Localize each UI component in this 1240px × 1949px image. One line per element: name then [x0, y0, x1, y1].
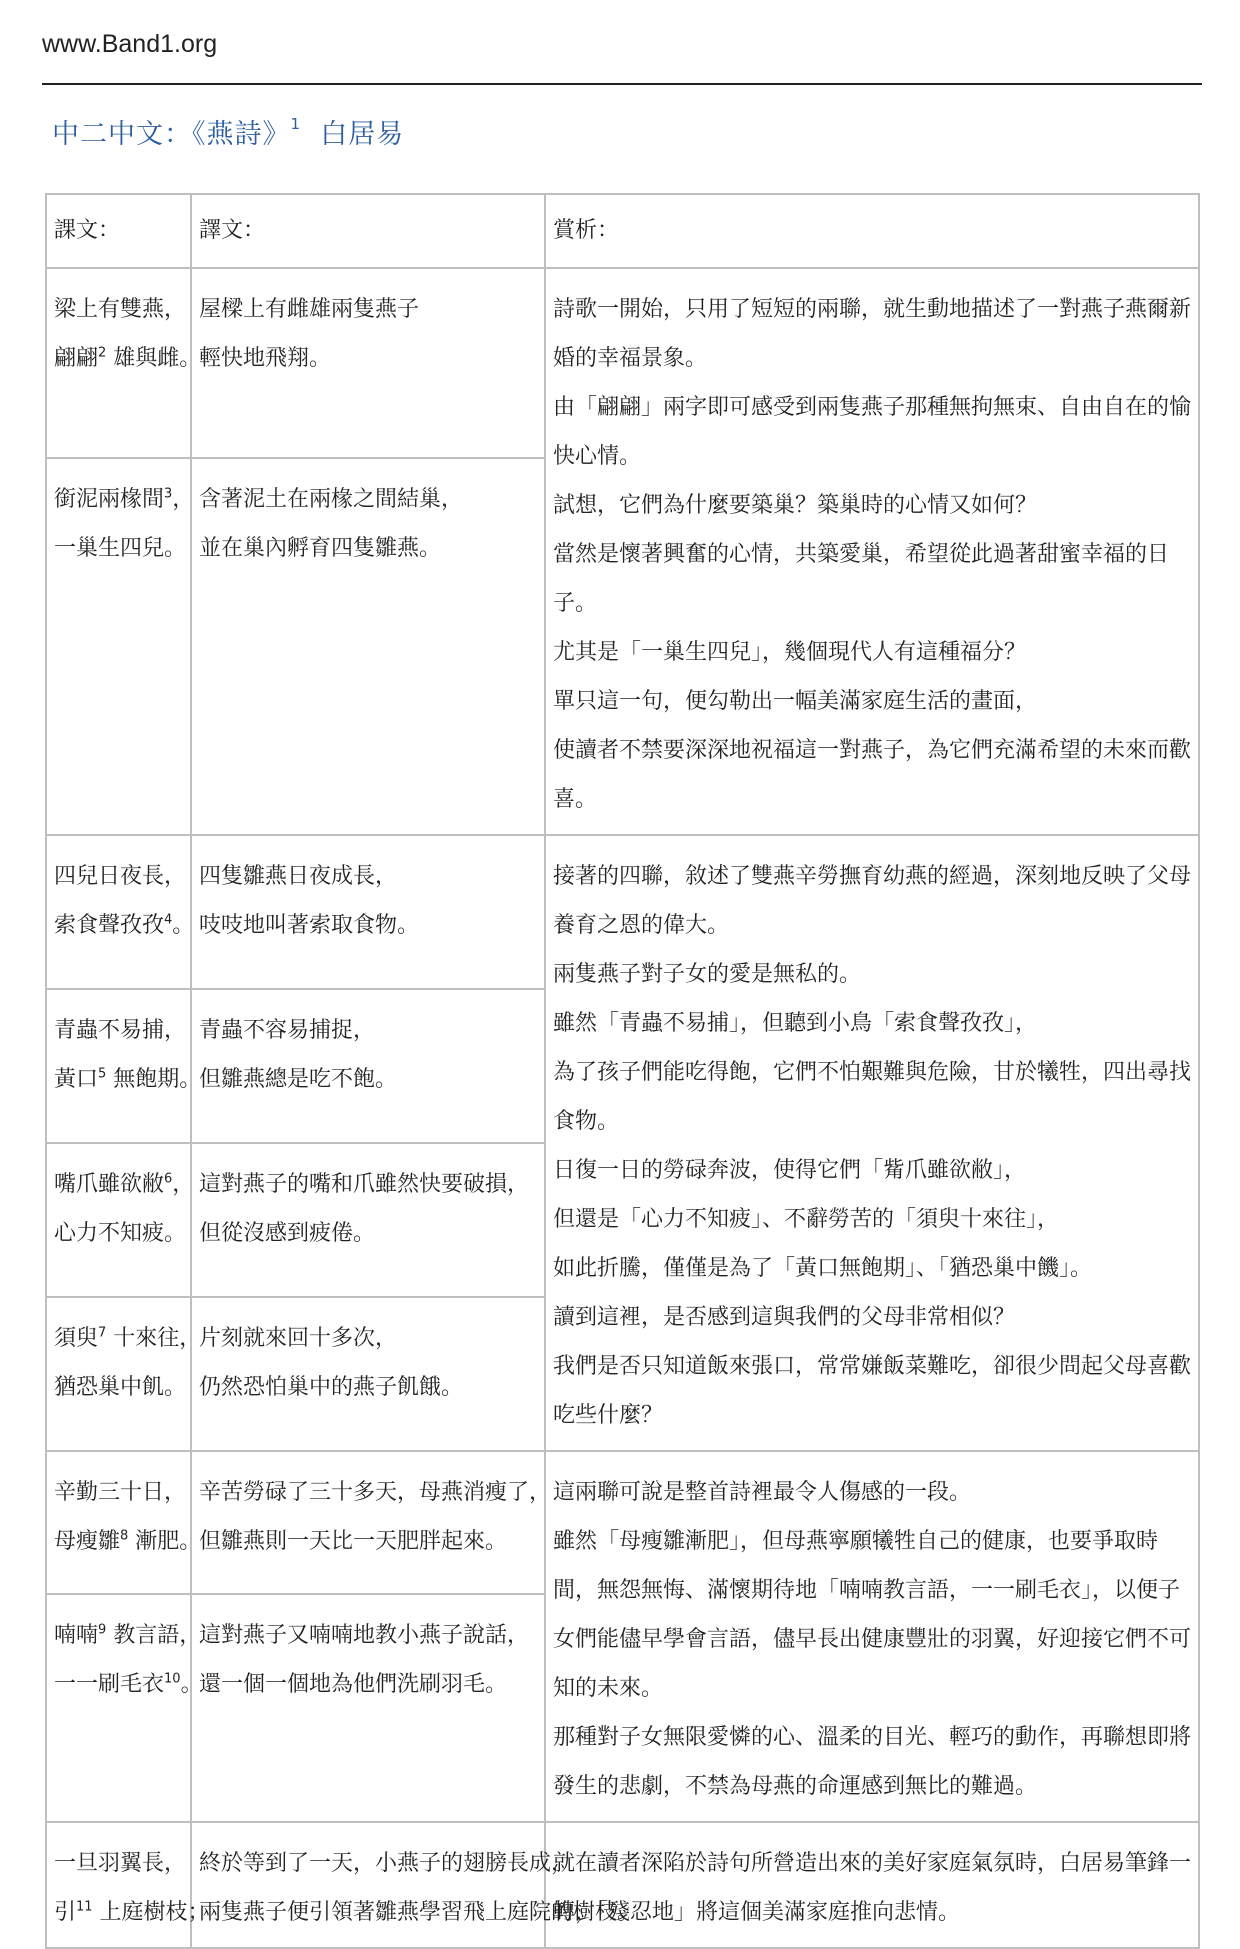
title-footnote: 1: [290, 115, 302, 133]
translation-cell: 青蟲不容易捕捉， 但雛燕總是吃不飽。: [191, 989, 545, 1143]
title-author: 白居易: [320, 119, 405, 150]
poem-table: [45, 193, 1200, 1949]
poem-text-cell: 青蟲不易捕， 黃口$^5$ 無飽期。: [46, 989, 191, 1143]
translation-cell: 四隻雛燕日夜成長， 吱吱地叫著索取食物。: [191, 835, 545, 989]
translation-cell: 這對燕子又喃喃地教小燕子說話， 還一個一個地為他們洗刷羽毛。: [191, 1594, 545, 1822]
translation-cell: 屋樑上有雌雄兩隻燕子 輕快地飛翔。: [191, 268, 545, 458]
table-row: [46, 1451, 1199, 1594]
translation-cell: 這對燕子的嘴和爪雖然快要破損， 但從沒感到疲倦。: [191, 1143, 545, 1297]
analysis-cell: 接著的四聯，敘述了雙燕辛勞撫育幼燕的經過，深刻地反映了父母養育之恩的偉大。 兩隻燕子對子女的愛是無私的。 雖然「青蟲不易捕」，但聽到小鳥「索食聲孜孜」， 為了孩子們能吃得飽，它們不怕艱難與危險，甘於犧牲，四出尋找食物。 日復一日的勞碌奔波，使得它們「觜爪雖欲敝」， 但還是「心力不知疲」、不辭勞苦的「須臾十來往」， 如此折騰，僅僅是為了「黃口無飽期」、「猶恐巢中饑」。 讀到這裡，是否感到這與我們的父母非常相似？ 我們是否只知道飯來張口，常常嫌飯菜難吃，卻很少問起父母喜歡吃些什麼？: [545, 835, 1199, 1451]
translation-cell: 片刻就來回十多次， 仍然恐怕巢中的燕子飢餓。: [191, 1297, 545, 1451]
analysis-cell: 這兩聯可說是整首詩裡最令人傷感的一段。 雖然「母瘦雛漸肥」，但母燕寧願犧牲自己的健康，也要爭取時間，無怨無悔、滿懷期待地「喃喃教言語，一一刷毛衣」，以便子女們能儘早學會言語，儘早長出健康豐壯的羽翼，好迎接它們不可知的未來。 那種對子女無限愛憐的心、溫柔的目光、輕巧的動作，再聯想即將發生的悲劇，不禁為母燕的命運感到無比的難過。: [545, 1451, 1199, 1822]
site-url[interactable]: www.Band1.org: [42, 30, 218, 58]
table-row: [46, 1822, 1199, 1948]
poem-text-cell: 梁上有雙燕， 翩翩$^2$ 雄與雌。: [46, 268, 191, 458]
table-header-row: [46, 194, 1199, 268]
poem-text-cell: 銜泥兩椽間$^3$， 一巢生四兒。: [46, 458, 191, 835]
header-analysis: 賞析：: [545, 194, 1199, 268]
header-translation: 譯文：: [191, 194, 545, 268]
analysis-cell: 詩歌一開始，只用了短短的兩聯，就生動地描述了一對燕子燕爾新婚的幸福景象。 由「翩翩」兩字即可感受到兩隻燕子那種無拘無束、自由自在的愉快心情。 試想，它們為什麼要築巢？築巢時的心情又如何？ 當然是懷著興奮的心情，共築愛巢，希望從此過著甜蜜幸福的日子。 尤其是「一巢生四兒」，幾個現代人有這種福分？ 單只這一句，便勾勒出一幅美滿家庭生活的畫面， 使讀者不禁要深深地祝福這一對燕子，為它們充滿希望的未來而歡喜。: [545, 268, 1199, 835]
page-title: [52, 112, 404, 151]
table-row: [46, 835, 1199, 989]
poem-text-cell: 一旦羽翼長， 引$^{11}$ 上庭樹枝；: [46, 1822, 191, 1948]
analysis-cell: 就在讀者深陷於詩句所營造出來的美好家庭氣氛時，白居易筆鋒一轉，「殘忍地」將這個美滿家庭推向悲情。: [545, 1822, 1199, 1948]
translation-cell: 終於等到了一天，小燕子的翅膀長成， 兩隻燕子便引領著雛燕學習飛上庭院的樹枝。: [191, 1822, 545, 1948]
translation-cell: 含著泥土在兩椽之間結巢， 並在巢內孵育四隻雛燕。: [191, 458, 545, 835]
poem-text-cell: 嘴爪雖欲敝$^6$， 心力不知疲。: [46, 1143, 191, 1297]
header-text: 課文：: [46, 194, 191, 268]
poem-text-cell: 四兒日夜長， 索食聲孜孜$^4$。: [46, 835, 191, 989]
header-rule: [42, 83, 1202, 85]
poem-text-cell: 喃喃$^9$ 教言語， 一一刷毛衣$^{10}$。: [46, 1594, 191, 1822]
translation-cell: 辛苦勞碌了三十多天，母燕消瘦了， 但雛燕則一天比一天肥胖起來。: [191, 1451, 545, 1594]
table-row: [46, 268, 1199, 458]
title-text: 中二中文：《燕詩》: [52, 119, 291, 150]
poem-text-cell: 須臾$^7$ 十來往， 猶恐巢中飢。: [46, 1297, 191, 1451]
poem-text-cell: 辛勤三十日， 母瘦雛$^8$ 漸肥。: [46, 1451, 191, 1594]
